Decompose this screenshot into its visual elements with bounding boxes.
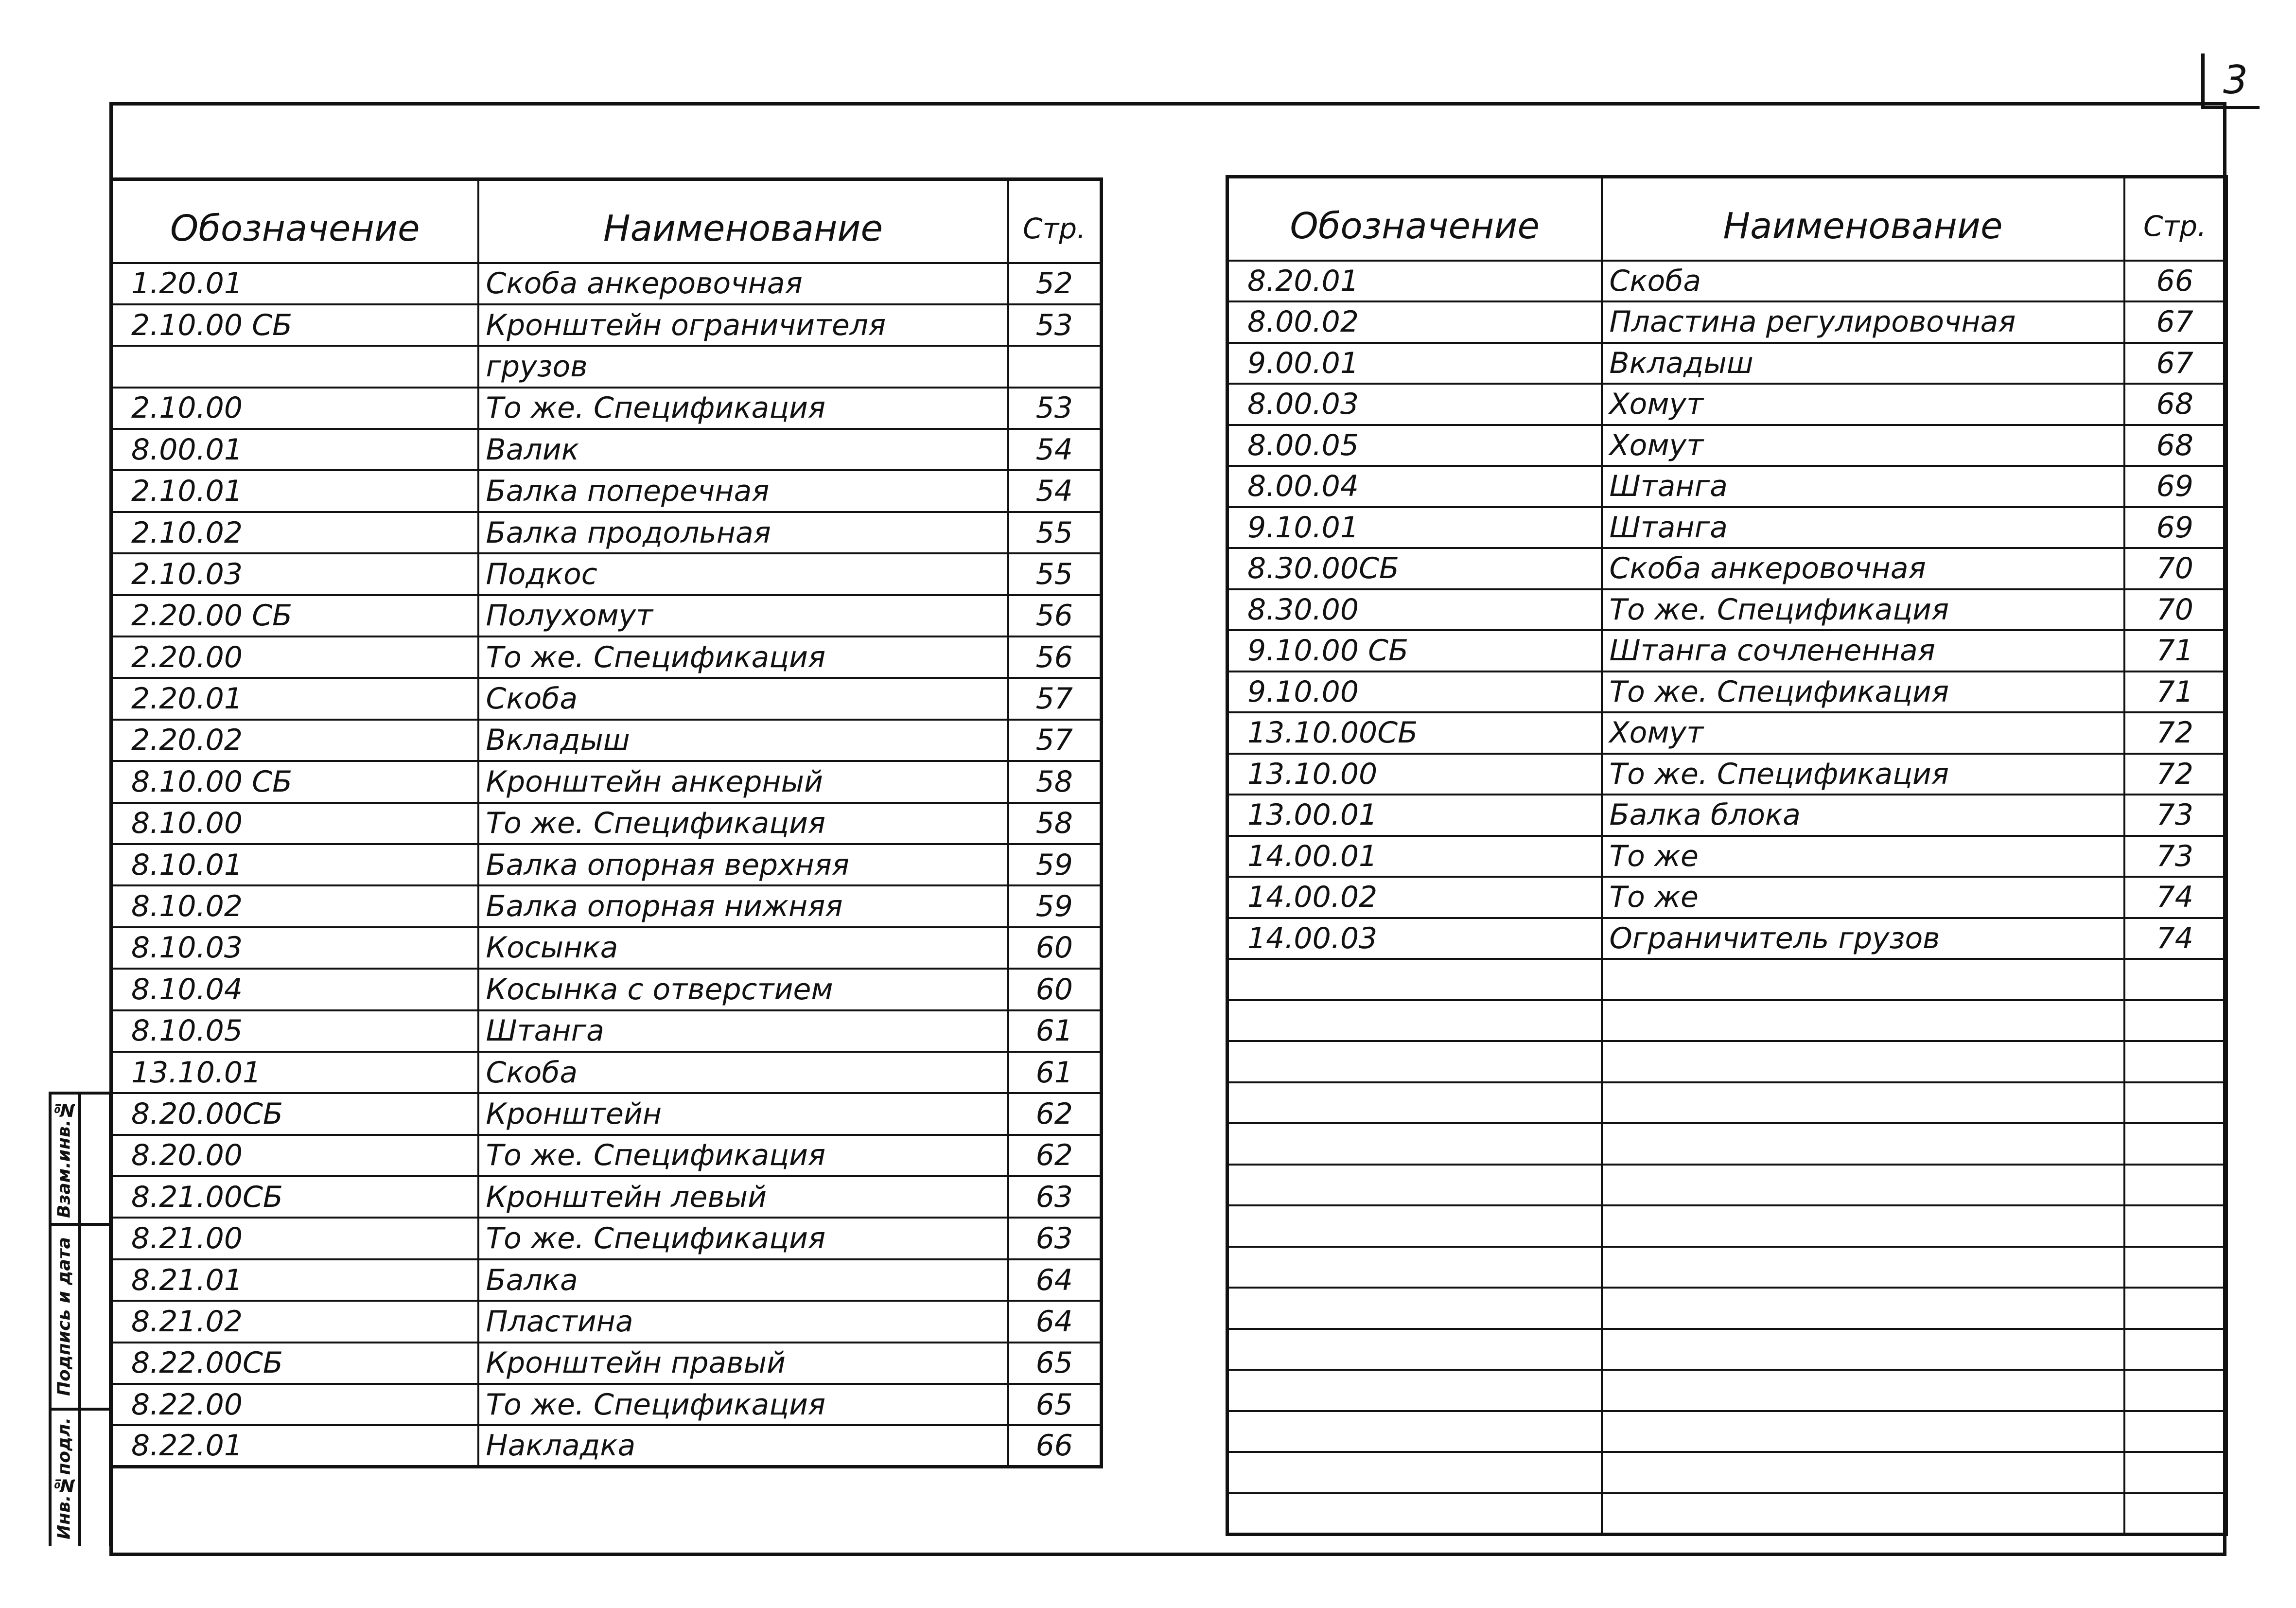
row-designation: 8.30.00 (1227, 589, 1602, 631)
row-designation (1227, 1000, 1602, 1042)
table-row (111, 761, 1102, 802)
row-designation: 2.10.01 (111, 470, 478, 512)
table-row (1227, 1247, 2226, 1288)
row-page: 74 (2124, 918, 2226, 959)
table-row (1227, 918, 2226, 959)
table-row (111, 1343, 1102, 1384)
row-name (1602, 1329, 2124, 1370)
row-name: грузов (478, 346, 1008, 387)
row-name: То же. Спецификация (478, 1135, 1008, 1176)
row-name: Косынка с отверстием (478, 969, 1008, 1010)
row-designation: 8.10.01 (111, 844, 478, 885)
row-name: Ограничитель грузов (1602, 918, 2124, 959)
table-row (111, 1176, 1102, 1218)
row-name: Скоба анкеровочная (478, 263, 1008, 304)
row-name: То же (1602, 877, 2124, 918)
row-designation: 2.20.00 (111, 636, 478, 678)
row-page: 65 (1008, 1343, 1102, 1384)
row-page: 64 (1008, 1301, 1102, 1342)
row-page (2124, 1000, 2226, 1042)
row-page: 55 (1008, 512, 1102, 553)
specification-table-left (109, 177, 1103, 1468)
table-row (111, 429, 1102, 470)
row-designation: 14.00.01 (1227, 836, 1602, 877)
row-page (2124, 1288, 2226, 1329)
row-name (1602, 1370, 2124, 1411)
table-row (111, 1218, 1102, 1259)
row-designation: 1.20.01 (111, 263, 478, 304)
row-name: То же. Спецификация (478, 1384, 1008, 1425)
row-designation: 2.10.00 СБ (111, 304, 478, 346)
table-row (111, 844, 1102, 885)
row-page: 73 (2124, 836, 2226, 877)
row-name: Скоба (1602, 261, 2124, 302)
table-row (111, 927, 1102, 969)
row-name (1602, 1041, 2124, 1082)
row-designation: 13.10.01 (111, 1052, 478, 1093)
row-name: Хомут (1602, 425, 2124, 466)
row-designation (1227, 1123, 1602, 1165)
table-row (111, 512, 1102, 553)
row-designation: 9.10.01 (1227, 507, 1602, 548)
row-page: 53 (1008, 388, 1102, 429)
row-page: 60 (1008, 927, 1102, 969)
row-page: 66 (1008, 1425, 1102, 1467)
table-row (1227, 425, 2226, 466)
row-name: Штанга (1602, 466, 2124, 507)
table-row (1227, 1493, 2226, 1535)
row-designation: 13.00.01 (1227, 795, 1602, 836)
row-name: Полухомут (478, 595, 1008, 636)
table-row (1227, 1205, 2226, 1247)
row-name: Скоба анкеровочная (1602, 548, 2124, 589)
row-page: 69 (2124, 507, 2226, 548)
row-page (2124, 959, 2226, 1000)
row-name: Штанга (1602, 507, 2124, 548)
table-row (1227, 836, 2226, 877)
row-name: То же. Спецификация (1602, 671, 2124, 713)
row-designation: 8.20.01 (1227, 261, 1602, 302)
row-name: Балка блока (1602, 795, 2124, 836)
table-row (111, 1093, 1102, 1134)
row-designation: 8.10.02 (111, 885, 478, 927)
row-name (1602, 1000, 2124, 1042)
table-row (1227, 261, 2226, 302)
row-designation: 2.20.01 (111, 678, 478, 719)
table-row (111, 720, 1102, 761)
row-page (2124, 1041, 2226, 1082)
row-designation (1227, 1329, 1602, 1370)
stamp-substitution-label: Взам.инв.№ (54, 1099, 74, 1218)
row-name: То же (1602, 836, 2124, 877)
row-designation: 2.10.02 (111, 512, 478, 553)
row-designation (1227, 1165, 1602, 1206)
name-header: Наименование (478, 179, 1008, 263)
row-page (2124, 1370, 2226, 1411)
row-page (2124, 1452, 2226, 1493)
table-row (1227, 343, 2226, 384)
row-name: То же. Спецификация (478, 1218, 1008, 1259)
table-row (111, 553, 1102, 595)
table-row (1227, 384, 2226, 425)
row-page: 63 (1008, 1218, 1102, 1259)
table-row (111, 636, 1102, 678)
table-row (111, 803, 1102, 844)
table-row (111, 304, 1102, 346)
row-designation (1227, 1288, 1602, 1329)
row-name (1602, 1247, 2124, 1288)
table-row (1227, 1370, 2226, 1411)
row-name: То же. Спецификация (1602, 754, 2124, 795)
row-designation (1227, 1370, 1602, 1411)
row-designation: 8.22.01 (111, 1425, 478, 1467)
row-name: Хомут (1602, 712, 2124, 754)
stamp-original-label: Инв.№подл. (54, 1417, 74, 1540)
table-row (1227, 1000, 2226, 1042)
table-row (1227, 1041, 2226, 1082)
row-page: 72 (2124, 712, 2226, 754)
row-designation (111, 346, 478, 387)
row-designation: 8.21.00 (111, 1218, 478, 1259)
row-name (1602, 1411, 2124, 1452)
row-page (1008, 346, 1102, 387)
row-name (1602, 959, 2124, 1000)
row-page: 61 (1008, 1010, 1102, 1052)
row-page: 71 (2124, 671, 2226, 713)
row-name (1602, 1493, 2124, 1535)
row-designation: 9.00.01 (1227, 343, 1602, 384)
row-designation: 8.10.00 СБ (111, 761, 478, 802)
row-name: Штанга (478, 1010, 1008, 1052)
row-page: 54 (1008, 429, 1102, 470)
row-name (1602, 1165, 2124, 1206)
table-row (111, 1425, 1102, 1467)
page-header: Стр. (1008, 179, 1102, 263)
row-designation (1227, 1082, 1602, 1124)
row-page: 68 (2124, 425, 2226, 466)
row-page: 68 (2124, 384, 2226, 425)
row-page (2124, 1247, 2226, 1288)
row-page: 72 (2124, 754, 2226, 795)
row-designation: 8.22.00 (111, 1384, 478, 1425)
row-designation: 8.10.00 (111, 803, 478, 844)
table-row (111, 346, 1102, 387)
table-row (1227, 959, 2226, 1000)
row-page: 62 (1008, 1093, 1102, 1134)
table-row (1227, 301, 2226, 343)
row-name: Кронштейн анкерный (478, 761, 1008, 802)
row-name: Кронштейн (478, 1093, 1008, 1134)
row-designation: 14.00.03 (1227, 918, 1602, 959)
side-stamp (49, 1092, 112, 1546)
row-name: Косынка (478, 927, 1008, 969)
row-page (2124, 1205, 2226, 1247)
row-designation: 8.00.05 (1227, 425, 1602, 466)
row-page (2124, 1493, 2226, 1535)
table-row (111, 1301, 1102, 1342)
row-page: 60 (1008, 969, 1102, 1010)
row-designation: 8.00.02 (1227, 301, 1602, 343)
table-row (1227, 712, 2226, 754)
table-row (1227, 466, 2226, 507)
row-designation: 2.20.00 СБ (111, 595, 478, 636)
row-name: Скоба (478, 678, 1008, 719)
row-page: 58 (1008, 761, 1102, 802)
table-row (1227, 507, 2226, 548)
table-row (1227, 1165, 2226, 1206)
row-name: Вкладыш (1602, 343, 2124, 384)
row-page: 59 (1008, 885, 1102, 927)
row-name (1602, 1205, 2124, 1247)
specification-table-right (1226, 175, 2228, 1536)
row-page: 67 (2124, 301, 2226, 343)
table-row (111, 595, 1102, 636)
table-row (1227, 1329, 2226, 1370)
row-name: Пластина регулировочная (1602, 301, 2124, 343)
row-page: 64 (1008, 1259, 1102, 1301)
row-page: 54 (1008, 470, 1102, 512)
table-row (1227, 1082, 2226, 1124)
row-page: 69 (2124, 466, 2226, 507)
row-page: 65 (1008, 1384, 1102, 1425)
table-row (111, 1052, 1102, 1093)
table-row (1227, 1288, 2226, 1329)
table-row (111, 1259, 1102, 1301)
row-page: 62 (1008, 1135, 1102, 1176)
row-designation: 8.10.04 (111, 969, 478, 1010)
row-designation (1227, 1411, 1602, 1452)
table-row (111, 263, 1102, 304)
row-designation: 8.10.05 (111, 1010, 478, 1052)
table-row (1227, 630, 2226, 671)
row-name: То же. Спецификация (478, 388, 1008, 429)
row-designation: 13.10.00СБ (1227, 712, 1602, 754)
row-designation: 8.21.00СБ (111, 1176, 478, 1218)
table-row (111, 678, 1102, 719)
row-page (2124, 1411, 2226, 1452)
row-designation (1227, 959, 1602, 1000)
row-page (2124, 1123, 2226, 1165)
table-row (1227, 671, 2226, 713)
row-page (2124, 1082, 2226, 1124)
row-designation: 8.00.04 (1227, 466, 1602, 507)
stamp-signature-label: Подпись и дата (54, 1237, 74, 1396)
row-name: Валик (478, 429, 1008, 470)
row-name (1602, 1082, 2124, 1124)
table-row (1227, 754, 2226, 795)
table-row (111, 969, 1102, 1010)
table-row (1227, 1452, 2226, 1493)
row-page: 66 (2124, 261, 2226, 302)
left-table-body (111, 263, 1102, 1467)
table-row (111, 1010, 1102, 1052)
table-row (1227, 548, 2226, 589)
row-page (2124, 1165, 2226, 1206)
row-page: 56 (1008, 636, 1102, 678)
table-row (111, 885, 1102, 927)
row-designation: 13.10.00 (1227, 754, 1602, 795)
table-row (1227, 589, 2226, 631)
row-name: То же. Спецификация (1602, 589, 2124, 631)
row-name: То же. Спецификация (478, 803, 1008, 844)
row-designation (1227, 1247, 1602, 1288)
stamp-cell-substitution (52, 1095, 109, 1226)
row-name: Балка продольная (478, 512, 1008, 553)
row-page: 73 (2124, 795, 2226, 836)
row-page: 63 (1008, 1176, 1102, 1218)
row-designation: 8.20.00СБ (111, 1093, 478, 1134)
table-row (1227, 877, 2226, 918)
row-designation (1227, 1452, 1602, 1493)
table-row (111, 1384, 1102, 1425)
row-page: 67 (2124, 343, 2226, 384)
row-name: Пластина (478, 1301, 1008, 1342)
row-name: Балка (478, 1259, 1008, 1301)
row-name: Кронштейн левый (478, 1176, 1008, 1218)
row-designation (1227, 1041, 1602, 1082)
row-name: Кронштейн ограничителя (478, 304, 1008, 346)
row-name: Кронштейн правый (478, 1343, 1008, 1384)
row-designation: 8.22.00СБ (111, 1343, 478, 1384)
table-header (111, 179, 1102, 263)
row-name: Хомут (1602, 384, 2124, 425)
row-page (2124, 1329, 2226, 1370)
table-row (1227, 1411, 2226, 1452)
row-name: Штанга сочлененная (1602, 630, 2124, 671)
row-name (1602, 1288, 2124, 1329)
row-designation: 9.10.00 СБ (1227, 630, 1602, 671)
row-page: 53 (1008, 304, 1102, 346)
row-designation: 2.10.00 (111, 388, 478, 429)
table-row (111, 1135, 1102, 1176)
row-page: 57 (1008, 720, 1102, 761)
row-designation: 9.10.00 (1227, 671, 1602, 713)
row-name: Вкладыш (478, 720, 1008, 761)
row-name (1602, 1123, 2124, 1165)
table-row (1227, 795, 2226, 836)
row-designation (1227, 1205, 1602, 1247)
designation-header: Обозначение (1227, 177, 1602, 261)
right-table-body (1227, 261, 2226, 1535)
page-header: Стр. (2124, 177, 2226, 261)
row-designation (1227, 1493, 1602, 1535)
row-page: 59 (1008, 844, 1102, 885)
row-page: 61 (1008, 1052, 1102, 1093)
row-designation: 8.00.01 (111, 429, 478, 470)
row-name: Балка поперечная (478, 470, 1008, 512)
row-designation: 8.21.02 (111, 1301, 478, 1342)
table-header (1227, 177, 2226, 261)
row-designation: 2.20.02 (111, 720, 478, 761)
row-designation: 8.20.00 (111, 1135, 478, 1176)
row-designation: 8.30.00СБ (1227, 548, 1602, 589)
row-page: 56 (1008, 595, 1102, 636)
row-page: 58 (1008, 803, 1102, 844)
row-page: 52 (1008, 263, 1102, 304)
row-name: Скоба (478, 1052, 1008, 1093)
row-page: 70 (2124, 548, 2226, 589)
row-page: 55 (1008, 553, 1102, 595)
table-row (111, 470, 1102, 512)
row-designation: 8.00.03 (1227, 384, 1602, 425)
table-row (111, 388, 1102, 429)
stamp-cell-original (52, 1411, 109, 1546)
row-designation: 8.10.03 (111, 927, 478, 969)
row-designation: 14.00.02 (1227, 877, 1602, 918)
row-page: 70 (2124, 589, 2226, 631)
designation-header: Обозначение (111, 179, 478, 263)
row-name: Накладка (478, 1425, 1008, 1467)
row-page: 74 (2124, 877, 2226, 918)
row-designation: 8.21.01 (111, 1259, 478, 1301)
table-row (1227, 1123, 2226, 1165)
row-designation: 2.10.03 (111, 553, 478, 595)
row-name: То же. Спецификация (478, 636, 1008, 678)
stamp-cell-signature (52, 1226, 109, 1411)
name-header: Наименование (1602, 177, 2124, 261)
row-name (1602, 1452, 2124, 1493)
row-name: Балка опорная верхняя (478, 844, 1008, 885)
page-number: 3 (2201, 53, 2274, 107)
row-page: 57 (1008, 678, 1102, 719)
row-name: Балка опорная нижняя (478, 885, 1008, 927)
row-name: Подкос (478, 553, 1008, 595)
row-page: 71 (2124, 630, 2226, 671)
